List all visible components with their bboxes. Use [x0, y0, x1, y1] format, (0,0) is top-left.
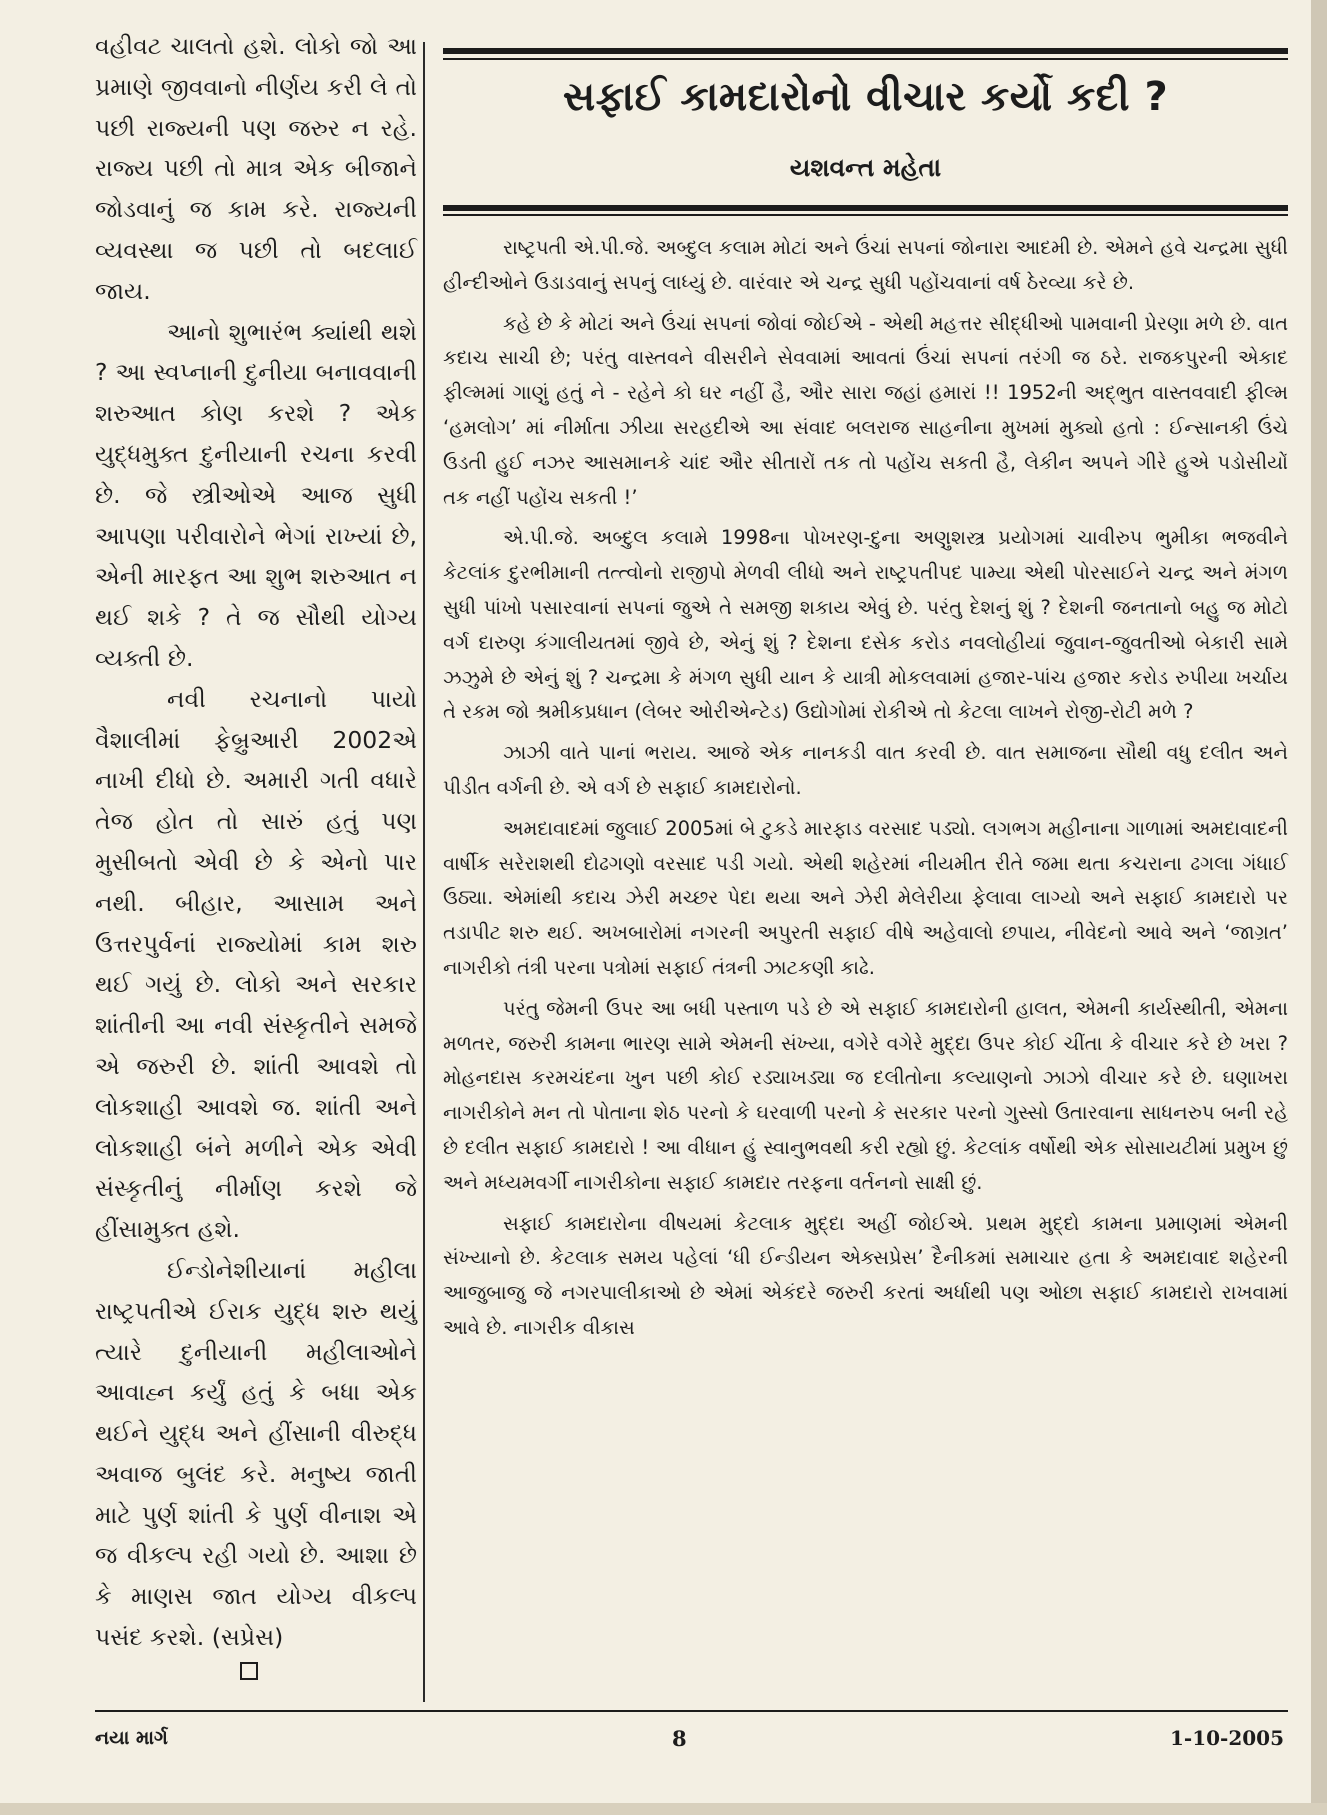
article-paragraph-6: પરંતુ જેમની ઉપર આ બધી પસ્તાળ પડે છે એ સફાઈ કામદારોની હાલત, એમની કાર્યસ્થીતી, એમના મળતર, જરુરી કામના ભારણ સામે એમની સંખ્યા, વગેરે વગેરે મુદ્દા ઉપર કોઈ ચીંતા કે વીચાર કરે છે ખરા ? મોહનદાસ કરમચંદના ખુન પછી કોઈ રડ્યાખડ્યા જ દલીતોના કલ્યાણનો ઝાઝો વીચાર કરે છે. ઘણાખરા નાગરીકોને મન તો પોતાના શેઠ પરનો કે ઘરવાળી પરનો કે સરકાર પરનો ગુસ્સો ઉતારવાના સાધનરુપ બની રહે છે દલીત સફાઈ કામદારો ! આ વીધાન હું સ્વાનુભવથી કરી રહ્યો છું. કેટલાંક વર્ષોથી એક સોસાયટીમાં પ્રમુખ છું અને મધ્યમવર્ગી નાગરીકોના સફાઈ કામદાર તરફના વર્તનનો સાક્ષી છું. [443, 996, 1288, 1194]
article-headline: સફાઈ કામદારોનો વીચાર કર્યો કદી ? [562, 74, 1169, 120]
left-paragraph-3: નવી રચનાનો પાયો વૈશાલીમાં ફેબ્રુઆરી 2002એ નાખી દીધો છે. અમારી ગતી વધારે તેજ હોત તો સારું હતું પણ મુસીબતો એવી છે કે એનો પાર નથી. બીહાર, આસામ અને ઉત્તરપુર્વનાં રાજ્યોમાં કામ શરુ થઈ ગયું છે. લોકો અને સરકાર શાંતીની આ નવી સંસ્કૃતીને સમજે એ જરુરી છે. શાંતી આવશે તો લોકશાહી આવશે જ. શાંતી અને લોકશાહી બંને મળીને એક એવી સંસ્કૃતીનું નીર્માણ કરશે જે હીંસામુક્ત હશે. [95, 684, 417, 1244]
article-paragraph-7: સફાઈ કામદારોના વીષયમાં કેટલાક મુદ્દા અહીં જોઈએ. પ્રથમ મુદ્દો કામના પ્રમાણમાં એમની સંખ્યાનો છે. કેટલાક સમય પહેલાં ‘ધી ઈન્ડીયન એક્સપ્રેસ’ દૈનીકમાં સમાચાર હતા કે અમદાવાદ શહેરની આજુબાજુ જે નગરપાલીકાઓ છે એમાં એકંદરે જરુરી કરતાં અર્ધાથી પણ ઓછા સફાઈ કામદારો રાખવામાં આવે છે. નાગરીક વીકાસ [443, 1211, 1288, 1339]
page-edge-right [1311, 0, 1327, 1815]
page-edge-bottom [0, 1803, 1327, 1815]
article-paragraph-3: એ.પી.જે. અબ્દુલ કલામે 1998ના પોખરણ-દુના અણુશસ્ત્ર પ્રયોગમાં ચાવીરુપ ભુમીકા ભજવીને કેટલાંક દુરભીમાની તત્ત્વોનો રાજીપો મેળવી લીધો અને રાષ્ટ્રપતીપદ પામ્યા એથી પોરસાઈને ચન્દ્ર અને મંગળ સુધી પાંખો પસારવાનાં સપનાં જુએ તે સમજી શકાય એવું છે. પરંતુ દેશનું શું ? દેશની જનતાનો બહુ જ મોટો વર્ગ દારુણ કંગાલીયતમાં જીવે છે, એનું શું ? દેશના દસેક કરોડ નવલોહીયાં જુવાન-જુવતીઓ બેકારી સામે ઝઝુમે છે એનું શું ? ચન્દ્રમા કે મંગળ સુધી યાન કે યાત્રી મોકલવામાં હજાર-પાંચ હજાર કરોડ રુપીયા ખર્ચાય તે રકમ જો શ્રમીકપ્રધાન (લેબર ઓરીએન્ટેડ) ઉદ્યોગોમાં રોકીએ તો કેટલા લાખને રોજી-રોટી મળે ? [443, 526, 1288, 724]
footer-rule [95, 1710, 1288, 1712]
article-byline: યશવન્ત મહેતા [789, 153, 942, 182]
article-paragraph-5: અમદાવાદમાં જુલાઈ 2005માં બે ટુકડે મારફાડ વરસાદ પડ્યો. લગભગ મહીનાના ગાળામાં અમદાવાદની વાર્ષીક સરેરાશથી દોઢગણો વરસાદ પડી ગયો. એથી શહેરમાં નીયમીત રીતે જમા થતા કચરાના ઢગલા ગંધાઈ ઉઠ્યા. એમાંથી કદાચ ઝેરી મચ્છર પેદા થયા અને ઝેરી મેલેરીયા ફેલાવા લાગ્યો અને સફાઈ કામદારો પર તડાપીટ શરુ થઈ. અખબારોમાં નગરની અપુરતી સફાઈ વીષે અહેવાલો છપાય, નીવેદનો આવે અને ‘જાગ્રત’ નાગરીકો તંત્રી પરના પત્રોમાં સફાઈ તંત્રની ઝાટકણી કાઢે. [443, 816, 1288, 979]
headline-top-rule [443, 48, 1288, 54]
left-paragraph-2: આનો શુભારંભ ક્યાંથી થશે ? આ સ્વપ્નાની દુનીયા બનાવવાની શરુઆત કોણ કરશે ? એક યુદ્ધમુક્ત દુનીયાની રચના કરવી છે. જે સ્ત્રીઓએ આજ સુધી આપણા પરીવારોને ભેગાં રાખ્યાં છે, એની મારફત આ શુભ શરુઆત ન થઈ શકે ? તે જ સૌથી યોગ્ય વ્યક્તી છે. [95, 317, 417, 672]
left-paragraph-4: ઈન્ડોનેશીયાનાં મહીલા રાષ્ટ્રપતીએ ઈરાક યુદ્ધ શરુ થયું ત્યારે દુનીયાની મહીલાઓને આવાહ્ન કર્યું હતું કે બધા એક થઈને યુદ્ધ અને હીંસાની વીરુદ્ધ અવાજ બુલંદ કરે. મનુષ્ય જાતી માટે પુર્ણ શાંતી કે પુર્ણ વીનાશ એ જ વીકલ્પ રહી ગયો છે. આશા છે કે માણસ જાત યોગ્ય વીકલ્પ પસંદ કરશે. (સપ્રેસ) [95, 1255, 417, 1652]
footer-publication-name: નયા માર્ગ [95, 1727, 168, 1749]
article-paragraph-2: કહે છે કે મોટાં અને ઉંચાં સપનાં જોવાં જોઈએ - એથી મહત્તર સીદ્ધીઓ પામવાની પ્રેરણા મળે છે. વાત કદાચ સાચી છે; પરંતુ વાસ્તવને વીસરીને સેવવામાં આવતાં ઉંચાં સપનાં તરંગી જ ઠરે. રાજકપુરની એકાદ ફીલ્મમાં ગાણું હતું ને - રહેને કો ઘર નહીં હૈ, ઔર સારા જહાં હમારાં !! 1952ની અદ્ભુત વાસ્તવવાદી ફીલ્મ ‘હમલોગ’ માં નીર્માતા ઝીયા સરહદીએ આ સંવાદ બલરાજ સાહનીના મુખમાં મુક્યો હતો : ઈન્સાનકી ઉંચે ઉડતી હુઈ નઝર આસમાનકે ચાંદ ઔર સીતારોં તક તો પહોંચ સકતી હૈ, લેકીન અપને ગીરે હુએ પડોસીયોં તક નહીં પહોંચ સકતી !’ [443, 311, 1288, 509]
article-paragraph-4: ઝાઝી વાતે પાનાં ભરાય. આજે એક નાનકડી વાત કરવી છે. વાત સમાજના સૌથી વધુ દલીત અને પીડીત વર્ગની છે. એ વર્ગ છે સફાઈ કામદારોનો. [443, 741, 1288, 799]
article-body [443, 231, 1288, 1686]
left-paragraph-1: વહીવટ ચાલતો હશે. લોકો જો આ પ્રમાણે જીવવાનો નીર્ણય કરી લે તો પછી રાજ્યની પણ જરુર ન રહે. રાજ્ય પછી તો માત્ર એક બીજાને જોડવાનું જ કામ કરે. રાજ્યની વ્યવસ્થા જ પછી તો બદલાઈ જાય. [95, 32, 417, 305]
article-end-square-icon [240, 1662, 258, 1680]
byline-bottom-rule-thin [443, 214, 1288, 216]
headline-top-rule-thin [443, 58, 1288, 60]
article-paragraph-1: રાષ્ટ્રપતી એ.પી.જે. અબ્દુલ કલામ મોટાં અને ઉંચાં સપનાં જોનારા આદમી છે. એમને હવે ચન્દ્રમા સુધી હીન્દીઓને ઉડાડવાનું સપનું લાધ્યું છે. વારંવાર એ ચન્દ્ર સુધી પહોંચવાનાં વર્ષ ઠેરવ્યા કરે છે. [443, 236, 1288, 294]
footer-date: 1-10-2005 [1170, 1726, 1285, 1750]
left-column [95, 26, 417, 1691]
byline-bottom-rule [443, 205, 1288, 211]
column-divider [423, 42, 425, 1702]
footer-page-number: 8 [672, 1726, 687, 1751]
